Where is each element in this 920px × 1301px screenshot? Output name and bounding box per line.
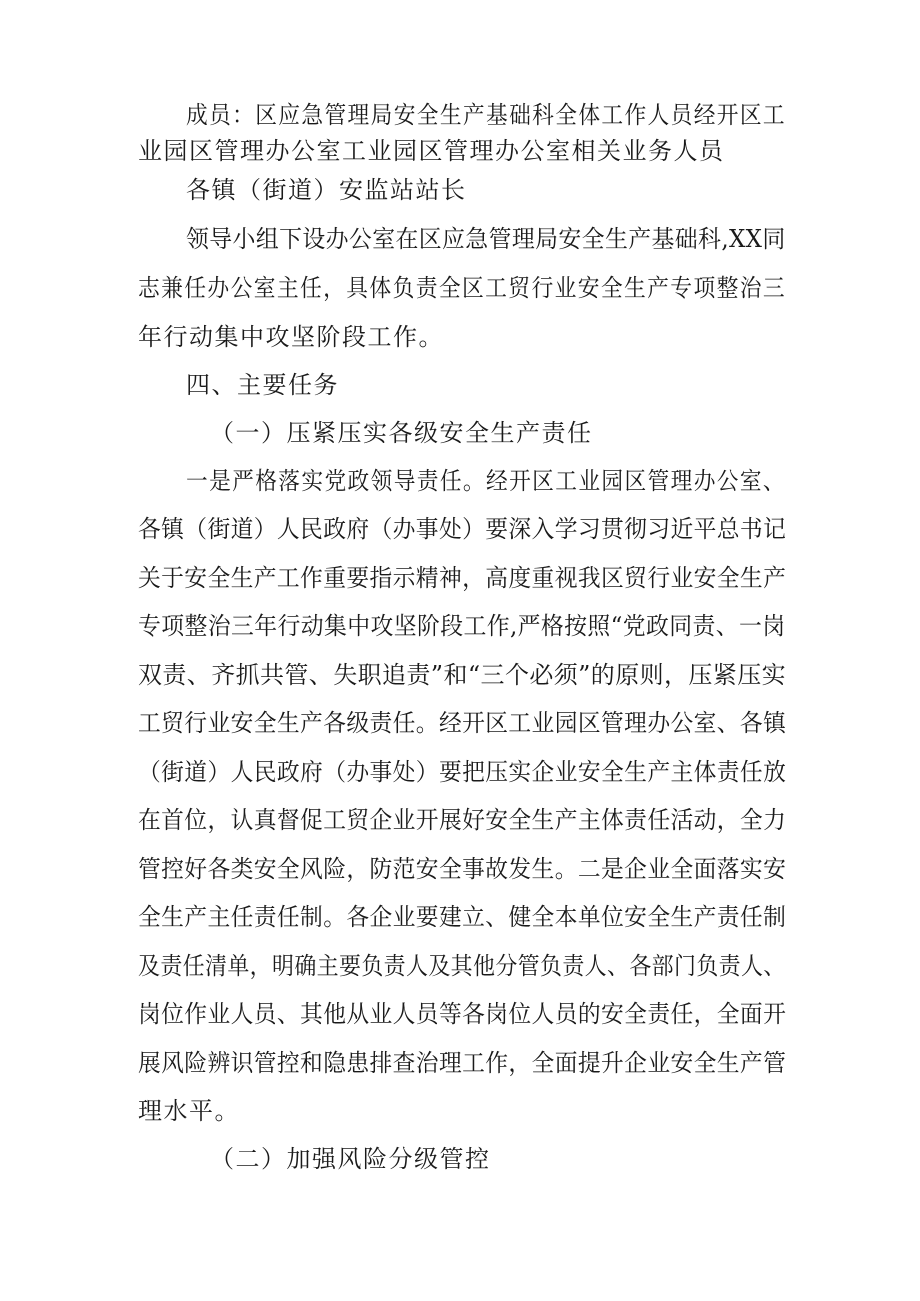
responsibility-paragraph-line: （街道）人民政府（办事处）要把压实企业安全生产主体责任放 [138, 758, 787, 786]
responsibility-paragraph-line: 岗位作业人员、其他从业人员等各岗位人员的安全责任，全面开 [138, 1000, 787, 1028]
responsibility-paragraph-line: 全生产主任责任制。各企业要建立、健全本单位安全生产责任制 [138, 903, 787, 931]
office-paragraph-line: 领导小组下设办公室在区应急管理局安全生产基础科,XX同 [186, 225, 786, 253]
responsibility-paragraph-line: 双责、齐抓共管、失职追责”和“三个必须”的原则，压紧压实 [138, 661, 787, 689]
responsibility-paragraph-line: 一是严格落实党政领导责任。经开区工业园区管理办公室、 [186, 467, 787, 495]
responsibility-paragraph-line: 各镇（街道）人民政府（办事处）要深入学习贯彻习近平总书记 [138, 515, 787, 543]
responsibility-paragraph-line: 专项整治三年行动集中攻坚阶段工作,严格按照“党政同责、一岗 [138, 612, 786, 640]
subsection-heading: （二）加强风险分级管控 [210, 1145, 491, 1173]
section-heading: 四、主要任务 [186, 371, 339, 399]
responsibility-paragraph-line: 在首位，认真督促工贸企业开展好安全生产主体责任活动，全力 [138, 806, 787, 834]
office-paragraph-line: 志兼任办公室主任，具体负责全区工贸行业安全生产专项整治三 [138, 274, 787, 302]
subsection-heading: （一）压紧压实各级安全生产责任 [210, 419, 593, 447]
responsibility-paragraph-line: 及责任清单，明确主要负责人及其他分管负责人、各部门负责人、 [138, 952, 786, 980]
responsibility-paragraph-line: 工贸行业安全生产各级责任。经开区工业园区管理办公室、各镇 [138, 709, 787, 737]
responsibility-paragraph-line: 管控好各类安全风险，防范安全事故发生。二是企业全面落实安 [138, 855, 787, 883]
responsibility-paragraph-line: 关于安全生产工作重要指示精神，高度重视我区贸行业安全生产 [138, 564, 787, 592]
members-line: 成员：区应急管理局安全生产基础科全体工作人员经开区工 [186, 101, 787, 129]
members-line: 业园区管理办公室工业园区管理办公室相关业务人员 [138, 137, 725, 165]
responsibility-paragraph-line: 展风险辨识管控和隐患排查治理工作，全面提升企业安全生产管 [138, 1049, 787, 1077]
office-paragraph-line: 年行动集中攻坚阶段工作。 [138, 323, 444, 351]
members-line: 各镇（街道）安监站站长 [186, 176, 467, 204]
responsibility-paragraph-line: 理水平。 [138, 1097, 240, 1125]
